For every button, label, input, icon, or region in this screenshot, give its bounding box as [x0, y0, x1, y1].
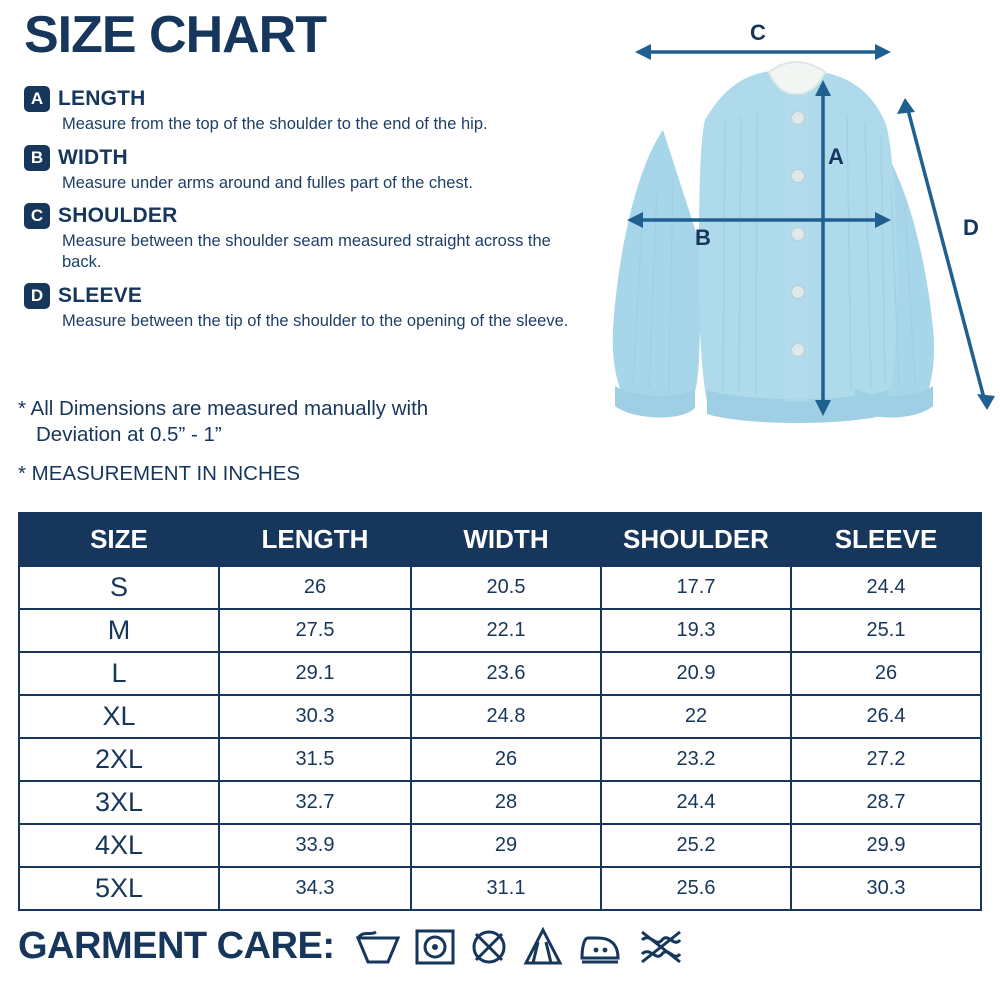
cell-width: 31.1 [411, 867, 601, 910]
note-deviation [18, 396, 578, 448]
cell-width: 22.1 [411, 609, 601, 652]
legend-title-sleeve: SLEEVE [58, 283, 143, 307]
iron-icon [576, 926, 624, 968]
cell-size: 4XL [19, 824, 219, 867]
do-not-bleach-icon [468, 926, 510, 968]
cell-width: 24.8 [411, 695, 601, 738]
legend-item-shoulder [24, 203, 584, 272]
legend-desc-shoulder: Measure between the shoulder seam measured straight across the back. [62, 232, 551, 271]
cell-sleeve: 28.7 [791, 781, 981, 824]
legend-item-sleeve [24, 283, 584, 332]
cell-shoulder: 25.2 [601, 824, 791, 867]
garment-care-icons [354, 926, 684, 968]
column-header-width: WIDTH [411, 513, 601, 566]
badge-b: B [24, 145, 50, 171]
dimension-label-d: D [963, 215, 979, 240]
cell-length: 30.3 [219, 695, 411, 738]
cell-width: 20.5 [411, 566, 601, 609]
cell-size: 5XL [19, 867, 219, 910]
do-not-wring-icon [636, 926, 684, 968]
cell-shoulder: 23.2 [601, 738, 791, 781]
badge-c: C [24, 203, 50, 229]
column-header-length: LENGTH [219, 513, 411, 566]
legend-title-shoulder: SHOULDER [58, 204, 178, 228]
legend-head [24, 86, 584, 112]
legend-item-width [24, 145, 584, 194]
cell-shoulder: 17.7 [601, 566, 791, 609]
dimension-label-c: C [750, 20, 766, 45]
legend-desc-width: Measure under arms around and fulles part of the chest. [62, 173, 473, 192]
cell-size: 2XL [19, 738, 219, 781]
cell-shoulder: 24.4 [601, 781, 791, 824]
cell-size: 3XL [19, 781, 219, 824]
cardigan-svg [585, 10, 1000, 480]
table-row [19, 738, 981, 781]
cardigan-shape [613, 62, 934, 423]
table-row [19, 652, 981, 695]
cell-shoulder: 20.9 [601, 652, 791, 695]
garment-care-label: GARMENT CARE: [18, 925, 335, 967]
legend-head [24, 283, 584, 309]
legend-item-length [24, 86, 584, 135]
cell-shoulder: 25.6 [601, 867, 791, 910]
cell-length: 34.3 [219, 867, 411, 910]
do-not-dry-clean-icon [522, 926, 564, 968]
legend-desc-length: Measure from the top of the shoulder to the end of the hip. [62, 115, 488, 133]
cell-width: 28 [411, 781, 601, 824]
note-units: * MEASUREMENT IN INCHES [18, 462, 301, 486]
legend-head [24, 145, 584, 171]
tumble-dry-icon [414, 926, 456, 968]
badge-a: A [24, 86, 50, 112]
legend-title-width: WIDTH [58, 145, 128, 169]
garment-illustration [585, 10, 1000, 480]
cell-width: 29 [411, 824, 601, 867]
table-row [19, 695, 981, 738]
cell-width: 23.6 [411, 652, 601, 695]
legend-desc-sleeve: Measure between the tip of the shoulder to the opening of the sleeve. [62, 311, 569, 330]
cell-length: 31.5 [219, 738, 411, 781]
table-row [19, 609, 981, 652]
cell-sleeve: 26.4 [791, 695, 981, 738]
cell-sleeve: 24.4 [791, 566, 981, 609]
cell-width: 26 [411, 738, 601, 781]
measurement-legend [24, 86, 584, 341]
column-header-sleeve: SLEEVE [791, 513, 981, 566]
column-header-size: SIZE [19, 513, 219, 566]
page-title: SIZE CHART [24, 6, 326, 64]
column-header-shoulder: SHOULDER [601, 513, 791, 566]
cell-length: 27.5 [219, 609, 411, 652]
table-row [19, 824, 981, 867]
note-deviation-line1: * All Dimensions are measured manually with [18, 397, 429, 420]
legend-title-length: LENGTH [58, 87, 146, 110]
table-row [19, 867, 981, 910]
cell-length: 32.7 [219, 781, 411, 824]
cell-sleeve: 30.3 [791, 867, 981, 910]
cell-shoulder: 19.3 [601, 609, 791, 652]
cell-sleeve: 26 [791, 652, 981, 695]
cell-sleeve: 25.1 [791, 609, 981, 652]
table-row [19, 781, 981, 824]
table-header-row [19, 513, 981, 566]
note-deviation-line2: Deviation at 0.5” - 1” [36, 423, 222, 447]
size-table [18, 512, 982, 911]
cell-size: S [19, 566, 219, 609]
hand-wash-icon [354, 926, 402, 968]
cell-size: XL [19, 695, 219, 738]
cell-size: M [19, 609, 219, 652]
cell-length: 26 [219, 566, 411, 609]
dimension-label-a: A [828, 144, 844, 169]
cell-length: 29.1 [219, 652, 411, 695]
garment-care-section [18, 925, 684, 968]
table-row [19, 566, 981, 609]
cell-length: 33.9 [219, 824, 411, 867]
legend-head [24, 203, 584, 229]
notes-block [18, 396, 578, 486]
cell-sleeve: 27.2 [791, 738, 981, 781]
badge-d: D [24, 283, 50, 309]
cell-shoulder: 22 [601, 695, 791, 738]
dimension-label-b: B [695, 225, 711, 250]
cell-sleeve: 29.9 [791, 824, 981, 867]
cell-size: L [19, 652, 219, 695]
